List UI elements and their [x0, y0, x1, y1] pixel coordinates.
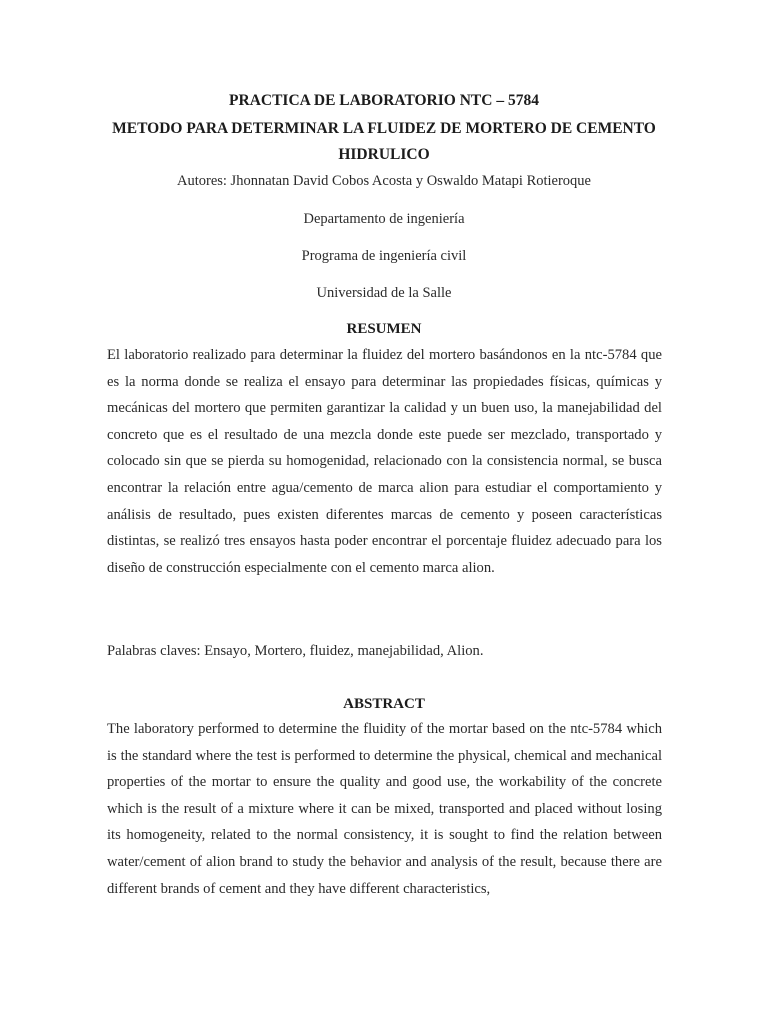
- authors-line: Autores: Jhonnatan David Cobos Acosta y Oswaldo Matapi Rotieroque: [177, 173, 591, 189]
- university-line: Universidad de la Salle: [316, 285, 452, 301]
- resumen-heading: RESUMEN: [346, 321, 422, 337]
- keywords-line: Palabras claves: Ensayo, Mortero, fluidez, manejabilidad, Alion.: [107, 643, 484, 659]
- document-title-line-3: HIDRULICO: [338, 146, 430, 163]
- document-title-line-1: PRACTICA DE LABORATORIO NTC – 5784: [229, 92, 539, 109]
- department-line: Departamento de ingeniería: [303, 211, 465, 227]
- abstract-paragraph: The laboratory performed to determine the fluidity of the mortar based on the ntc-5784 which is the standard where the test is performed to determine the physical, chemical and mechanical properties of the mortar to ensure the quality and good use, the workability of the concrete which is the result of a mixture where it can be mixed, transported and placed without losing its homogeneity, related to the normal consistency, it is sought to find the relation between water/cement of alion brand to study the behavior and analysis of the result, because there are different brands of cement and they have different characteristics,: [107, 721, 662, 897]
- program-line: Programa de ingeniería civil: [301, 248, 467, 264]
- abstract-heading: ABSTRACT: [343, 696, 425, 712]
- document-title-line-2: METODO PARA DETERMINAR LA FLUIDEZ DE MORTERO DE CEMENTO: [112, 120, 656, 137]
- resumen-paragraph: El laboratorio realizado para determinar la fluidez del mortero basándonos en la ntc-5784 que es la norma donde se realiza el ensayo para determinar las propiedades físicas, químicas y mecánicas del mortero que permiten garantizar la calidad y un buen uso, la manejabilidad del concreto que es el resultado de una mezcla donde este puede ser mezclado, transportado y colocado sin que se pierda su homogenidad, relacionado con la consistencia normal, se busca encontrar la relación entre agua/cemento de marca alion para estudiar el comportamiento y análisis de resultado, pues existen diferentes marcas de cemento y poseen características distintas, se realizó tres ensayos hasta poder encontrar el porcentaje fluidez adecuado para los diseño de construcción especialmente con el cemento marca alion.: [107, 347, 662, 576]
